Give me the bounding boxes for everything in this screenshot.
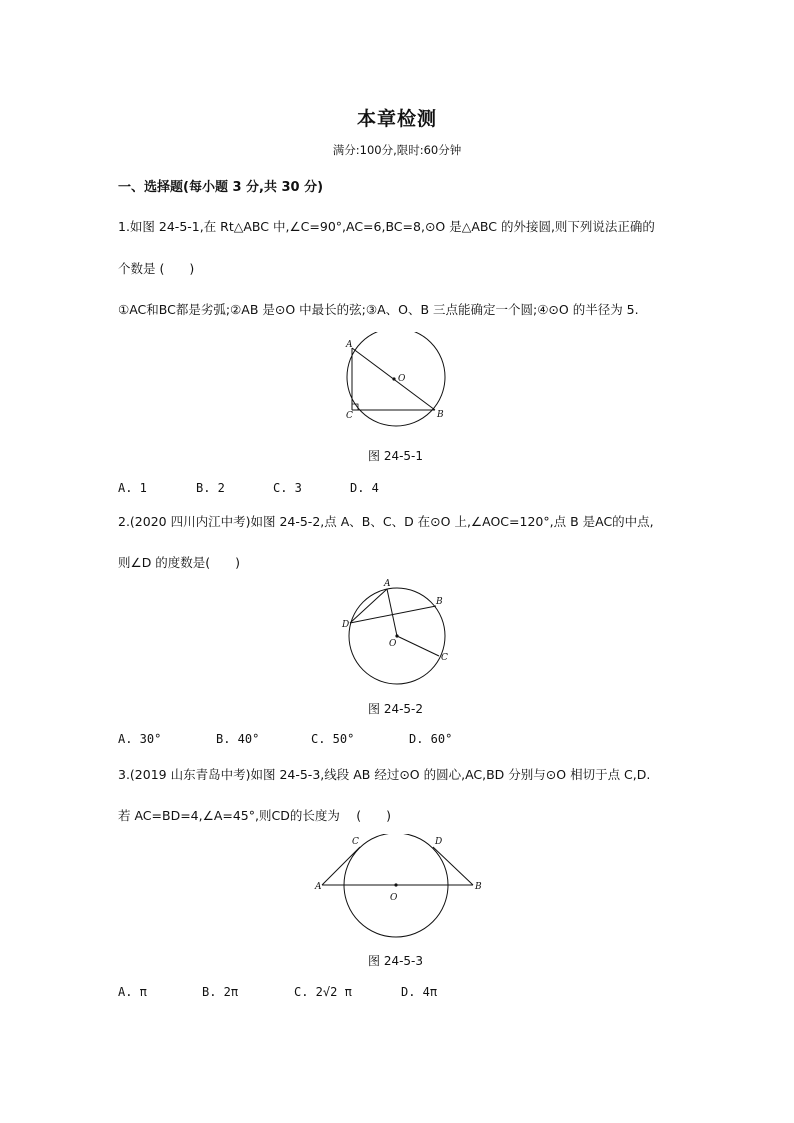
figure-caption: 图 24-5-2 [368,702,424,716]
segment-ac [322,847,360,885]
q3-stem-line1: 3.(2019 山东青岛中考)如图 24-5-3,线段 AB 经过⊙O 的圆心,AC,BD 分别与⊙O 相切于点 C,D. [118,767,651,782]
segment-oa [387,589,397,636]
q2-stem-line1: 2.(2020 四川内江中考)如图 24-5-2,点 A、B、C、D 在⊙O 上,∠AOC=120°,点 B 是AC的中点, [118,514,654,529]
figure-24-5-3 [310,834,490,944]
segment-bd [433,847,473,885]
q3-stem-line2: 若 AC=BD=4,∠A=45°,则CD的长度为 ( ) [118,808,392,823]
option-a: A. π [118,985,147,999]
q1-stem-line1: 1.如图 24-5-1,在 Rt△ABC 中,∠C=90°,AC=6,BC=8,⊙O 是△ABC 的外接圆,则下列说法正确的 [118,219,655,234]
q1-statements: ①AC和BC都是劣弧;②AB 是⊙O 中最长的弦;③A、O、B 三点能确定一个圆;④⊙O 的半径为 5. [118,302,639,317]
option-b: B. 2 [196,481,225,495]
label-b: B [437,410,444,420]
label-d: D [342,620,350,630]
option-d: D. 4 [350,481,379,495]
page-subtitle: 满分:100分,限时:60分钟 [332,143,462,157]
option-d: D. 60° [409,732,453,746]
option-c: C. 50° [311,732,355,746]
label-c: C [352,837,359,847]
label-o: O [398,374,406,384]
label-o: O [390,893,398,903]
label-d: D [435,837,443,847]
label-a: A [384,579,391,589]
label-a: A [346,340,353,350]
figure-caption: 图 24-5-1 [368,449,424,463]
figure-24-5-1 [330,332,460,432]
option-c: C. 2√2 π [294,985,352,999]
option-b: B. 40° [216,732,260,746]
center-dot [392,377,395,380]
q1-stem-line2: 个数是 ( ) [118,261,195,276]
figure-caption: 图 24-5-3 [368,954,424,968]
segment-oc [397,636,439,656]
section-heading: 一、选择题(每小题 3 分,共 30 分) [118,180,324,195]
segment-da [350,589,387,623]
label-c: C [346,411,353,421]
option-d: D. 4π [401,985,438,999]
label-b: B [436,597,443,607]
label-o: O [389,639,397,649]
option-a: A. 1 [118,481,147,495]
q2-stem-line2: 则∠D 的度数是( ) [118,555,241,570]
label-a: A [315,882,322,892]
label-b: B [475,882,482,892]
page-title: 本章检测 [356,108,437,130]
circle-o [347,332,445,426]
center-dot [395,634,398,637]
option-a: A. 30° [118,732,162,746]
option-b: B. 2π [202,985,239,999]
segment-db [350,606,436,623]
center-dot [394,883,397,886]
figure-24-5-2 [335,574,465,694]
option-c: C. 3 [273,481,302,495]
label-c: C [441,653,448,663]
